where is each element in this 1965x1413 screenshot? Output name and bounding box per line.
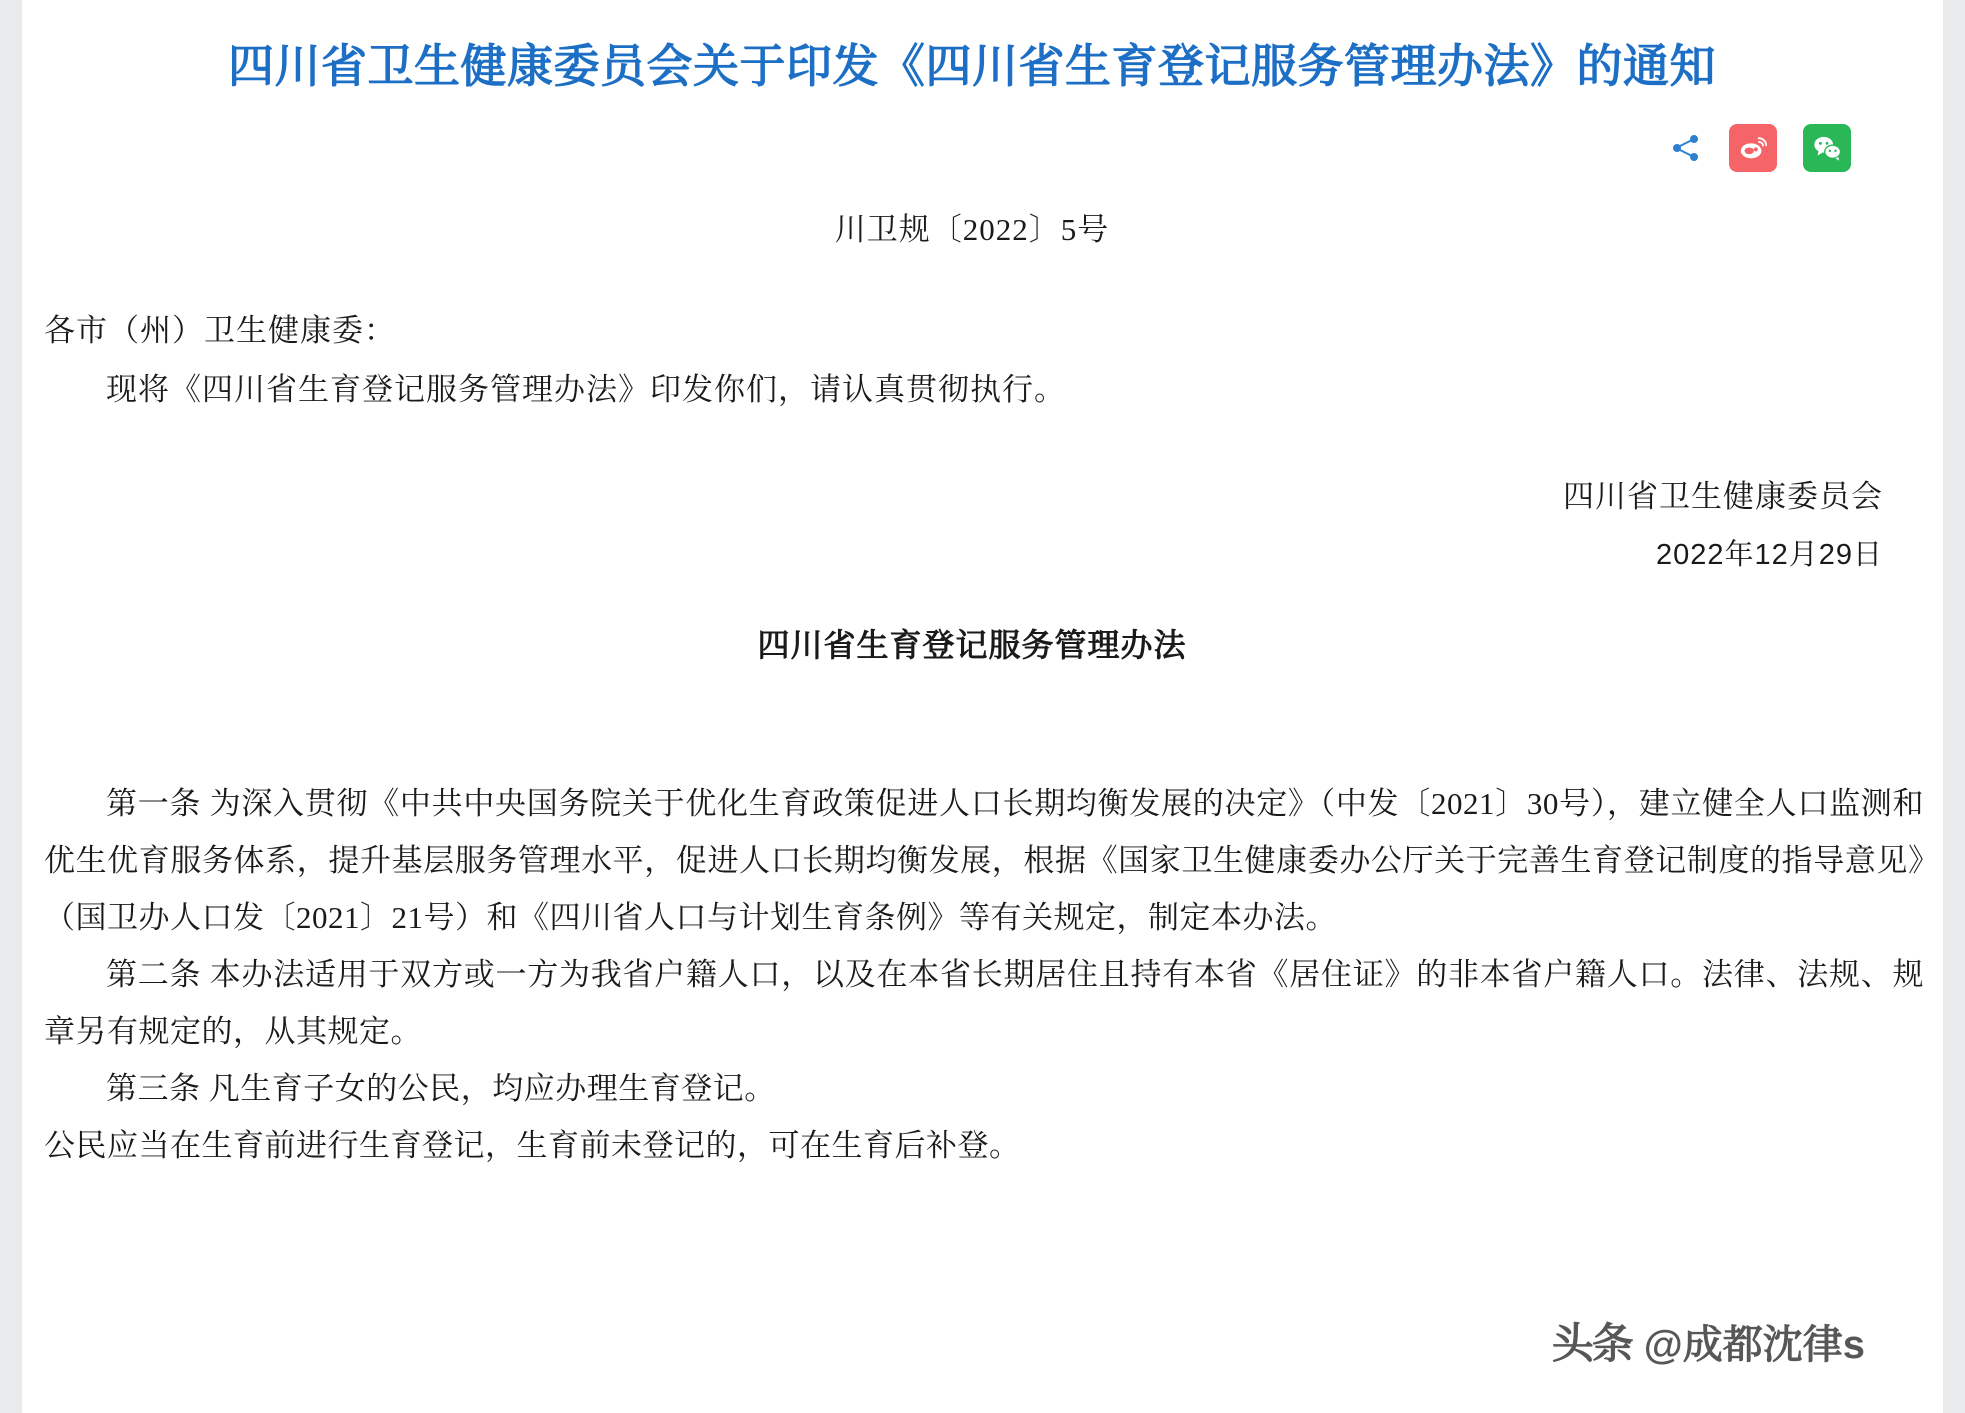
page-title: 四川省卫生健康委员会关于印发《四川省生育登记服务管理办法》的通知 xyxy=(228,40,1716,92)
section-title: 四川省生育登记服务管理办法 xyxy=(757,627,1187,663)
signature-block xyxy=(1563,468,1883,584)
share-icon[interactable] xyxy=(1669,131,1703,165)
share-toolbar[interactable] xyxy=(1669,124,1851,172)
article-paragraph: 第二条 本办法适用于双方或一方为我省户籍人口，以及在本省长期居住且持有本省《居住证》的非本省户籍人口。法律、法规、规章另有规定的，从其规定。 xyxy=(44,957,1924,1049)
wechat-icon[interactable] xyxy=(1803,124,1851,172)
article-paragraph: 第三条 凡生育子女的公民，均应办理生育登记。 xyxy=(106,1071,776,1106)
article-paragraph: 公民应当在生育前进行生育登记，生育前未登记的，可在生育后补登。 xyxy=(44,1128,1021,1163)
signature-date: 2022年12月29日 xyxy=(1655,539,1883,571)
watermark-logo: 头条 xyxy=(1551,1320,1632,1367)
page-gutter-right xyxy=(1943,0,1965,1413)
intro-paragraph: 现将《四川省生育登记服务管理办法》印发你们，请认真贯彻执行。 xyxy=(106,372,1066,407)
articles-body xyxy=(44,775,1924,1174)
document-sheet xyxy=(22,0,1943,1413)
salutation: 各市（州）卫生健康委： xyxy=(44,313,396,348)
watermark xyxy=(1552,1311,1865,1371)
watermark-text: @成都沈律s xyxy=(1643,1322,1865,1367)
weibo-icon[interactable] xyxy=(1729,124,1777,172)
page-gutter-left xyxy=(0,0,22,1413)
signature-issuer: 四川省卫生健康委员会 xyxy=(1563,479,1883,514)
document-number: 川卫规〔2022〕5号 xyxy=(834,212,1110,247)
article-paragraph: 第一条 为深入贯彻《中共中央国务院关于优化生育政策促进人口长期均衡发展的决定》（中发〔2021〕30号），建立健全人口监测和优生优育服务体系，提升基层服务管理水平，促进人口长期均衡发展，根据《国家卫生健康委办公厅关于完善生育登记制度的指导意见》（国卫办人口发〔2021〕21号）和《四川省人口与计划生育条例》等有关规定，制定本办法。 xyxy=(44,786,1924,935)
